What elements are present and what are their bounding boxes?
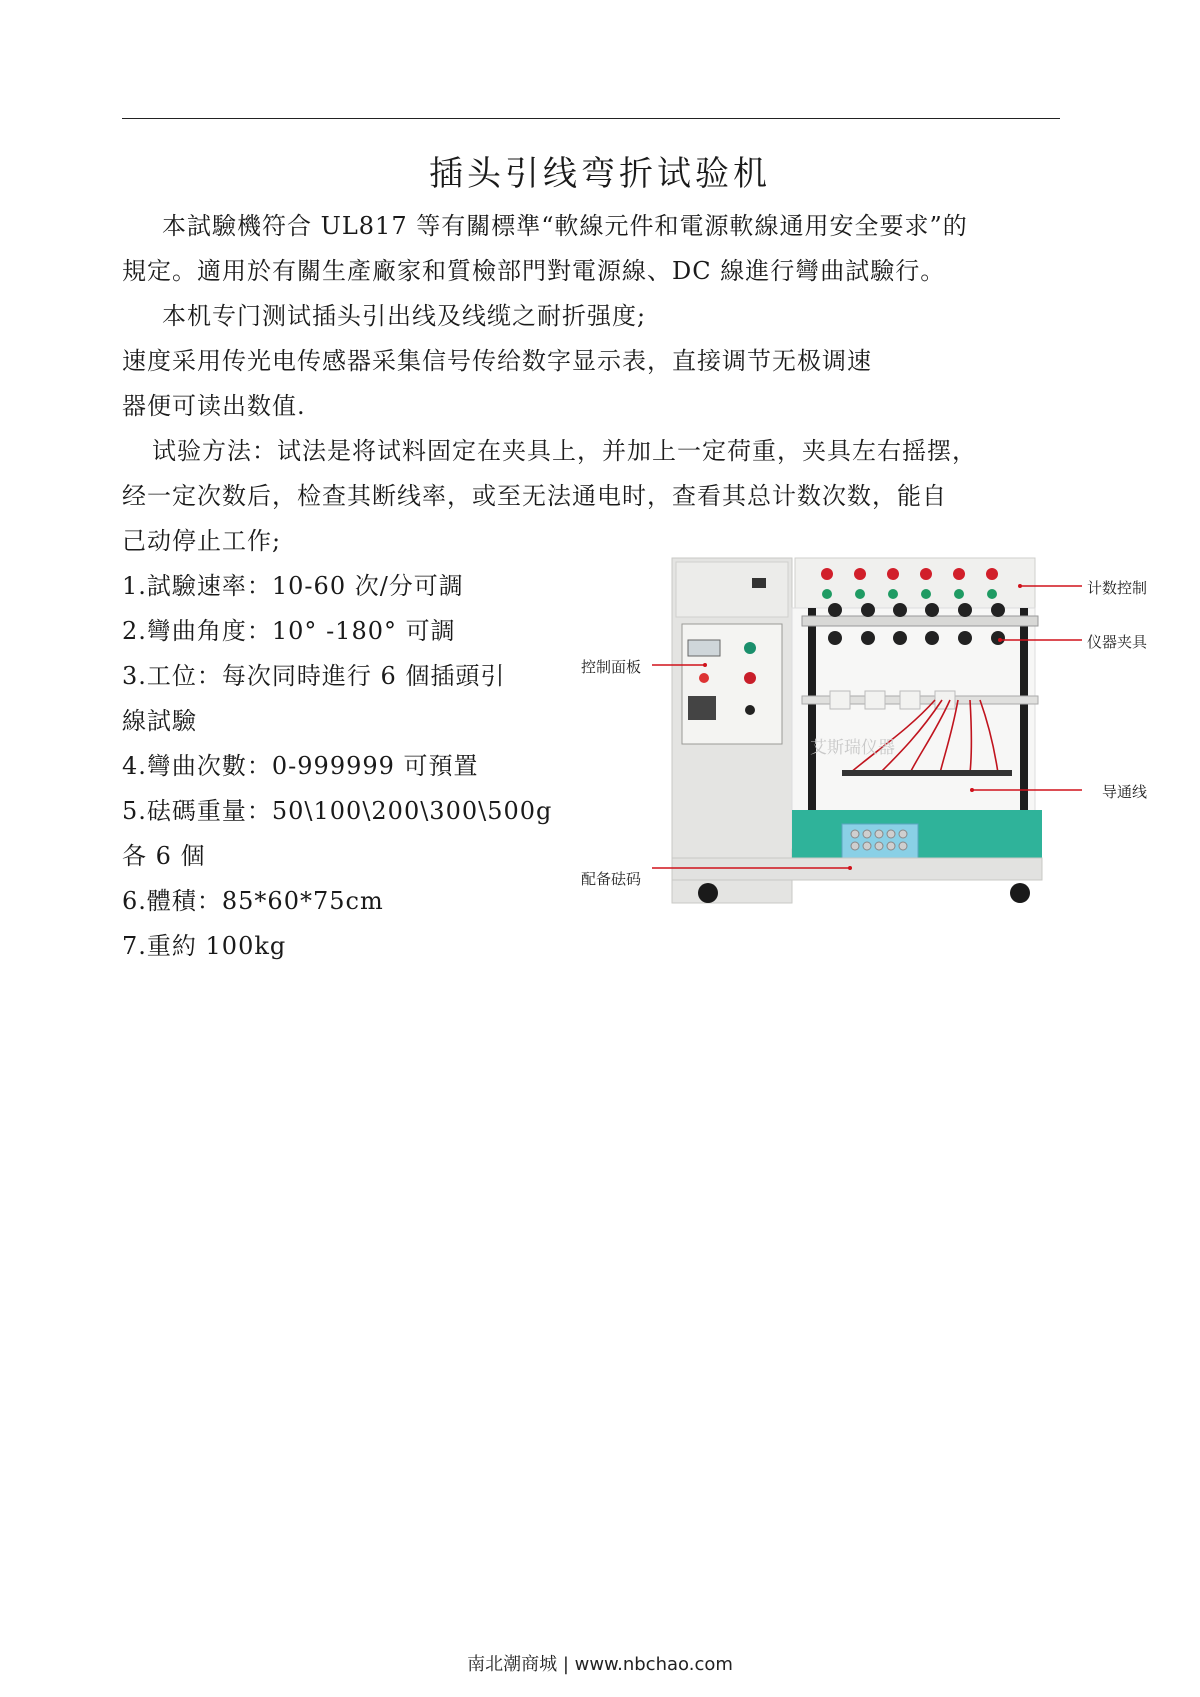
paragraph-line: 速度采用传光电传感器采集信号传给数字显示表，直接调节无极调速 bbox=[122, 347, 872, 375]
spec-item: 7.重約 100kg bbox=[122, 932, 287, 960]
paragraph-line: 经一定次数后，检查其断线率，或至无法通电时，查看其总计数次数，能自 bbox=[122, 482, 947, 510]
counter-box bbox=[795, 558, 1035, 608]
footer-site[interactable]: 南北潮商城 | www.nbchao.com bbox=[467, 1654, 733, 1675]
fixture-bar bbox=[802, 616, 1038, 626]
callout-lead-wire: 导通线 bbox=[1102, 783, 1148, 801]
callout-count-control: 计数控制 bbox=[1087, 579, 1148, 597]
product-photo bbox=[580, 548, 1170, 948]
paragraph-line: 規定。適用於有關生產廠家和質檢部門對電源線、DC 線進行彎曲試驗行。 bbox=[122, 257, 946, 285]
paragraph-line: 器便可读出数值. bbox=[122, 392, 306, 420]
weights-tray bbox=[842, 824, 918, 858]
tester-machine-illustration bbox=[580, 548, 1170, 948]
spec-item: 線試驗 bbox=[122, 707, 197, 735]
spec-item: 1.試驗速率：10-60 次/分可調 bbox=[122, 572, 464, 600]
paragraph-line: 试验方法：试法是将试料固定在夹具上，并加上一定荷重，夹具左右摇摆， bbox=[152, 437, 977, 465]
paragraph-line: 本試驗機符合 UL817 等有關標準“軟線元件和電源軟線通用安全要求”的 bbox=[162, 212, 968, 240]
spec-item: 5.砝碼重量：50\100\200\300\500g bbox=[122, 797, 553, 825]
paragraph-line: 本机专门测试插头引出线及线缆之耐折强度; bbox=[162, 302, 647, 330]
spec-item: 3.工位：每次同時進行 6 個插頭引 bbox=[122, 662, 506, 690]
callout-fixture: 仪器夹具 bbox=[1087, 633, 1148, 651]
spec-item: 6.體積：85*60*75cm bbox=[122, 887, 384, 915]
header-rule bbox=[122, 118, 1060, 119]
spec-item: 4.彎曲次數：0-999999 可預置 bbox=[122, 752, 479, 780]
watermark-text: 艾斯瑞仪器 bbox=[810, 738, 895, 758]
spec-item: 2.彎曲角度：10° -180° 可調 bbox=[122, 617, 456, 645]
page-title: 插头引线弯折试验机 bbox=[429, 154, 771, 194]
paragraph-line: 己动停止工作; bbox=[122, 527, 282, 555]
spec-item: 各 6 個 bbox=[122, 842, 206, 870]
callout-control-panel: 控制面板 bbox=[581, 658, 642, 676]
callout-weights: 配备砝码 bbox=[581, 870, 642, 888]
